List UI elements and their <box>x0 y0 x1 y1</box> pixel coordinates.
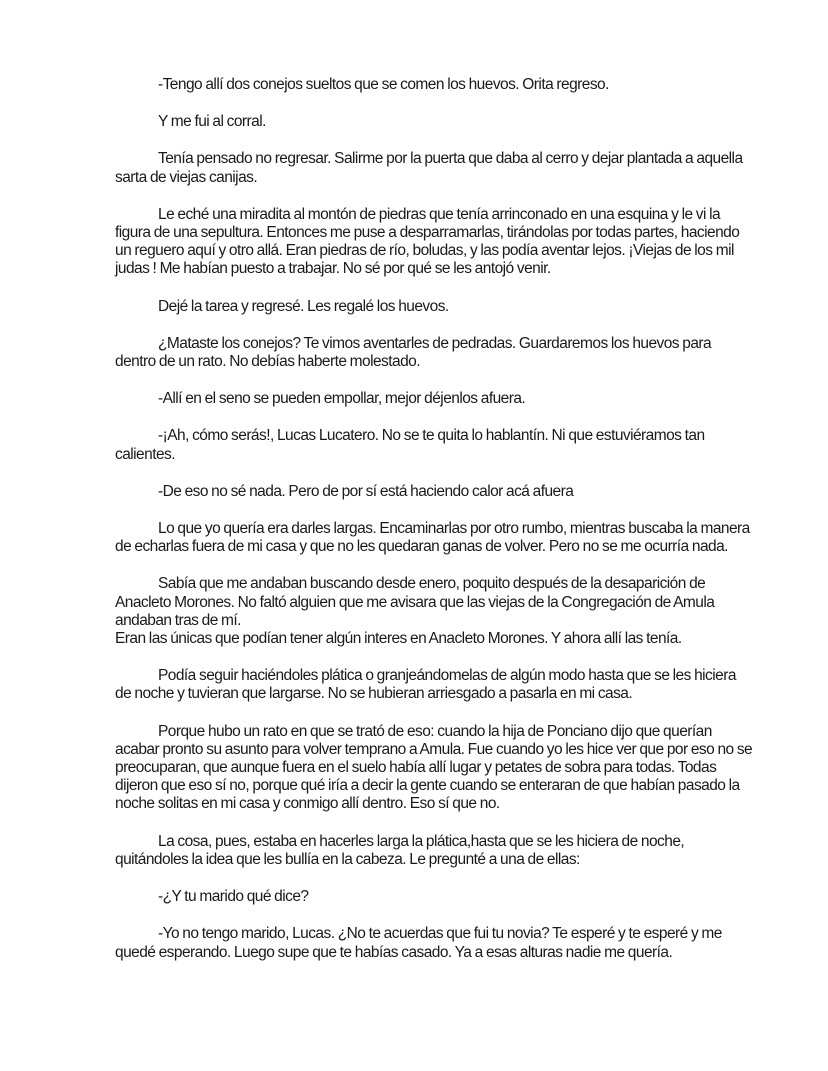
document-page <box>115 76 753 981</box>
paragraph-no-regresar: Tenía pensado no regresar. Salirme por la puerta que daba al cerro y dejar plantada a aquella sarta de viejas canijas. <box>115 150 743 186</box>
paragraph-platica: Podía seguir haciéndoles plática o granjeándomelas de algún modo hasta que se les hiciera de noche y tuvieran que largarse. No se hubieran arriesgado a pasarla en mi casa. <box>115 667 736 703</box>
paragraph-calor: -De eso no sé nada. Pero de por sí está haciendo calor acá afuera <box>158 482 574 500</box>
paragraph-regale-huevos: Dejé la tarea y regresé. Les regalé los huevos. <box>158 297 449 315</box>
paragraph-mataste-conejos: ¿Mataste los conejos? Te vimos aventarles de pedradas. Guardaremos los huevos para dentro de un rato. No debías haberte molestado. <box>115 334 712 371</box>
paragraph-como-seras: -¡Ah, cómo serás!, Lucas Lucatero. No se te quita lo hablantín. Ni que estuviéramos tan calientes. <box>115 427 705 463</box>
paragraph-empollar: -Allí en el seno se pueden empollar, mejor déjenlos afuera. <box>158 390 526 408</box>
paragraph-unicas-interes: Eran las únicas que podían tener algún interes en Anacleto Morones. Y ahora allí las tenía. <box>115 630 682 648</box>
paragraph-corral: Y me fui al corral. <box>158 113 266 131</box>
paragraph-piedras: Le eché una miradita al montón de piedras que tenía arrinconado en una esquina y le vi la figura de una sepultura. Entonces me puse a desparramarlas, tirándolas por todas partes, haciendo un reguero aquí y otro allá. Eran piedras de río, boludas, y las podía aventar lejos. ¡Viejas de los mil judas ! Me habían puesto a trabajar. No sé por qué se les antojó venir. <box>115 205 740 278</box>
paragraph-darles-largas: Lo que yo quería era darles largas. Encaminarlas por otro rumbo, mientras buscaba la manera de echarlas fuera de mi casa y que no les quedaran ganas de volver. Pero no se me ocurría nada. <box>115 520 750 556</box>
paragraph-no-tengo-marido: -Yo no tengo marido, Lucas. ¿No te acuerdas que fui tu novia? Te esperé y te esperé y me quedé esperando. Luego supe que te habías casado. Ya a esas alturas nadie me quería. <box>115 925 722 961</box>
paragraph-dialogue-conejos: -Tengo allí dos conejos sueltos que se comen los huevos. Orita regreso. <box>158 76 609 93</box>
paragraph-buscando-enero: Sabía que me andaban buscando desde enero, poquito después de la desaparición de Anacleto Morones. No faltó alguien que me avisara que las viejas de la Congregación de Amula andaban tras de mí. <box>115 575 715 629</box>
paragraph-cosa-pues: La cosa, pues, estaba en hacerles larga la plática,hasta que se les hiciera de noche, quitándoles la idea que les bullía en la cabeza. Le pregunté a una de ellas: <box>115 832 685 868</box>
paragraph-marido-pregunta: -¿Y tu marido qué dice? <box>158 888 309 906</box>
paragraph-hija-ponciano: Porque hubo un rato en que se trató de eso: cuando la hija de Ponciano dijo que querían acabar pronto su asunto para volver temprano a Amula. Fue cuando yo les hice ver que por eso no se preocuparan, que aunque fuera en el suelo había allí lugar y petates de sobra para todas. Todas dijeron que eso sí no, porque qué iría a decir la gente cuando se enteraran de que habían pasado la noche solitas en mi casa y conmigo allí dentro. Eso sí que no. <box>115 722 753 813</box>
